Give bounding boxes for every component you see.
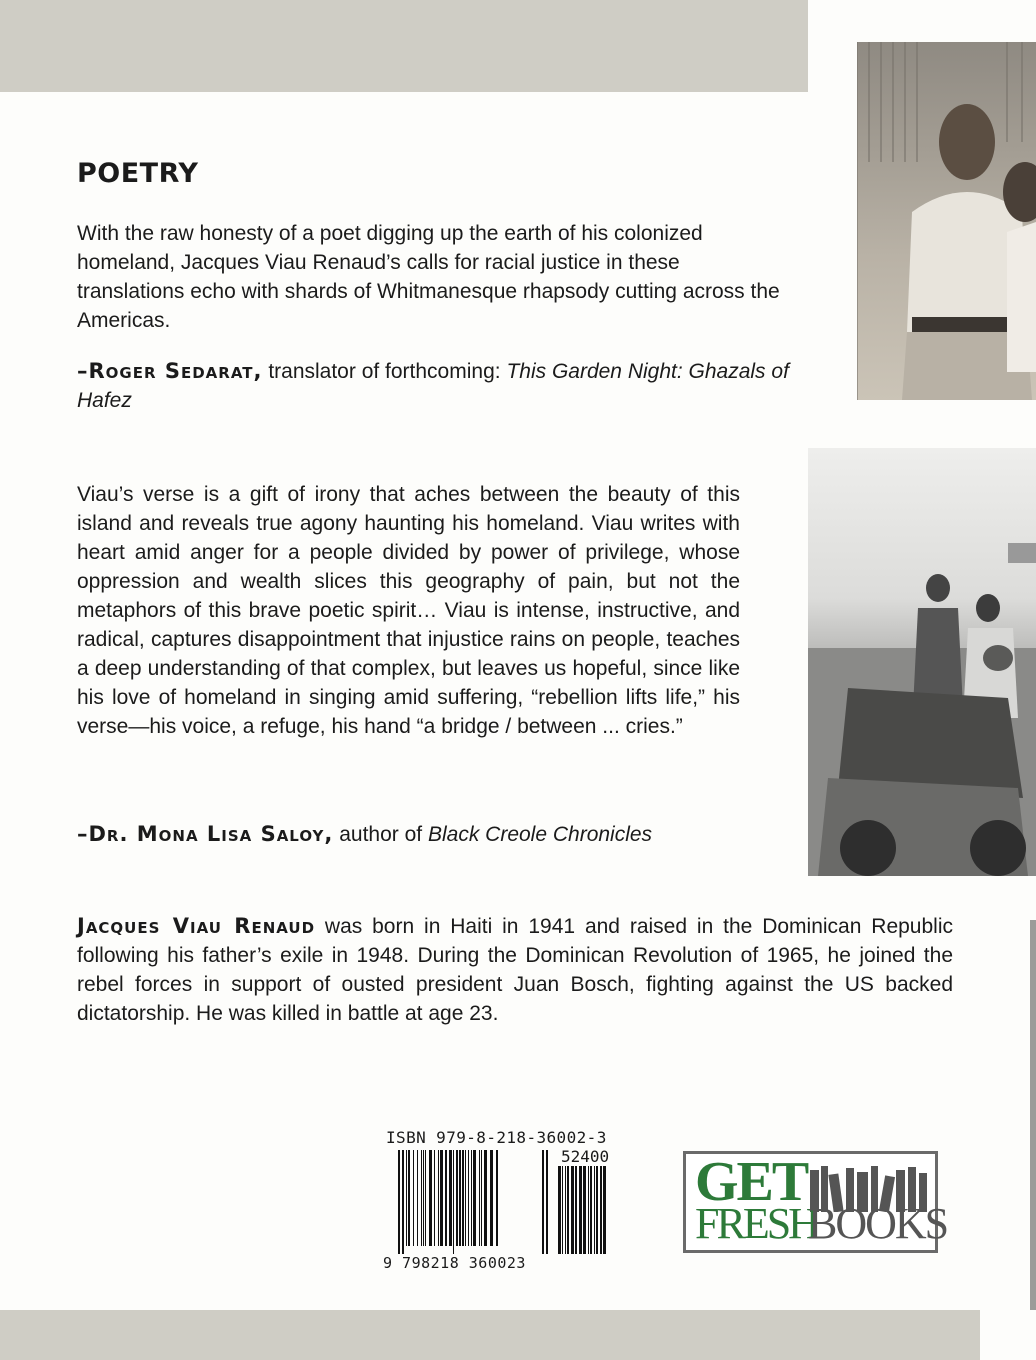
logo-get-text: GET (695, 1151, 808, 1213)
photo-edge-strip (1030, 920, 1036, 1310)
isbn-label: ISBN 979-8-218-36002-3 (386, 1128, 607, 1147)
attribution-name: –Dr. Mona Lisa Saloy, (77, 822, 334, 846)
vintage-photo-soldiers-jeep (808, 448, 1036, 876)
author-name: Jacques Viau Renaud (77, 914, 316, 938)
barcode-bars (398, 1150, 548, 1254)
author-bio (77, 912, 953, 1028)
publisher-logo (683, 1151, 948, 1253)
blurb-2-text: Viau’s verse is a gift of irony that aches between the beauty of this island and reveals true agony haunting his homeland. Viau writes with heart amid anger for a people divided by power of privilege, whose oppression and wealth slices this geography of pain, but not the metaphors of this brave poetic spirit… Viau is intense, instructive, and radical, captures disappointment that injustice rains on people, teaches a deep understanding of that complex, but leaves us hopeful, since like his love of homeland in singing amid suffering, “rebellion lifts life,” his verse—his voice, a refuge, his hand “a bridge / between ... cries.” (77, 483, 740, 738)
price-code: 52400 (561, 1147, 610, 1166)
attribution-work: This Garden Night: Ghazals of Hafez (77, 360, 789, 412)
top-color-band (0, 0, 808, 92)
blurb-2-attribution (77, 820, 777, 849)
logo-books-text: BOOKS (808, 1199, 948, 1248)
price-barcode-bars (558, 1166, 608, 1254)
bio-text: was born in Haiti in 1941 and raised in the Dominican Republic following his father’s exile in 1948. During the Dominican Revolution of 1965, he joined the rebel forces in support of ousted president Juan Bosch, fighting against the US backed dictatorship. He was killed in battle at age 23. (77, 915, 953, 1025)
attribution-work: Black Creole Chronicles (427, 823, 653, 846)
attribution-role: translator of forthcoming: (262, 360, 507, 383)
attribution-role: author of (333, 823, 428, 846)
isbn-barcode (383, 1128, 615, 1274)
section-heading: POETRY (77, 158, 199, 189)
blurb-1-attribution (77, 357, 797, 415)
logo-fresh-text: FRESH (695, 1199, 817, 1248)
vintage-photo-two-people (857, 42, 1036, 400)
blurb-1-text: With the raw honesty of a poet digging up the earth of his colonized homeland, Jacques Viau Renaud’s calls for racial justice in these translations echo with shards of Whitmanesque rhapsody cutting across the Americas. (77, 222, 780, 332)
bottom-color-band (0, 1310, 980, 1360)
attribution-name: –Roger Sedarat, (77, 359, 263, 383)
barcode-digits: 9 798218 360023 (383, 1254, 526, 1272)
